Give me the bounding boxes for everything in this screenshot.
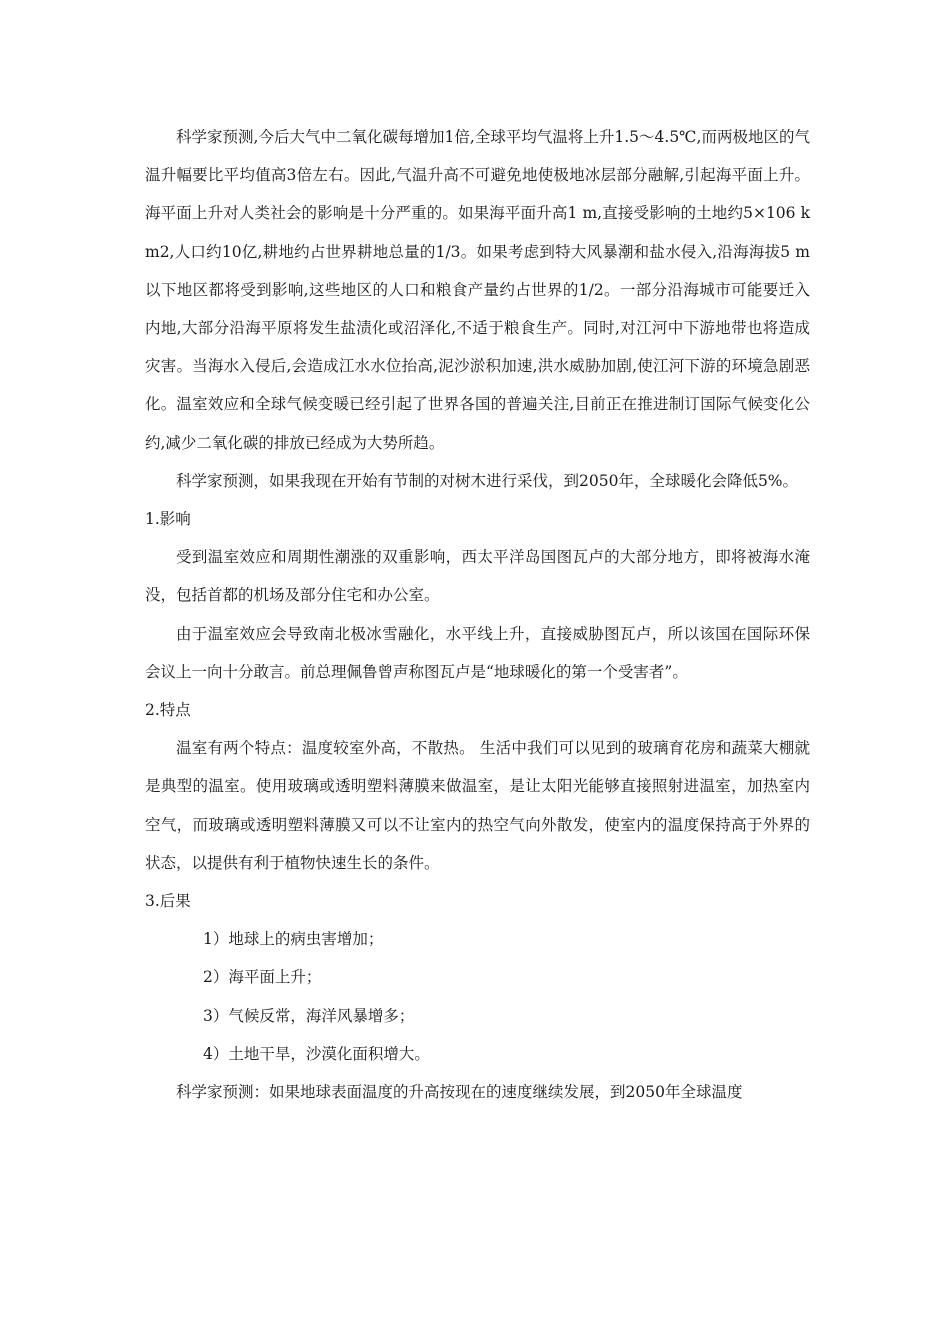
consequence-item-4: 4）土地干旱，沙漠化面积增大。: [203, 1044, 430, 1063]
consequence-item-1: 1）地球上的病虫害增加；: [203, 930, 384, 949]
section-heading-features: 2.特点: [145, 701, 191, 720]
consequence-item-2: 2）海平面上升；: [203, 968, 322, 987]
document-body: [145, 118, 810, 1111]
section-heading-impact: 1.影响: [145, 510, 191, 529]
intro-paragraph-2: 科学家预测，如果我现在开始有节制的对树木进行采伐，到2050年，全球暖化会降低5%。: [176, 471, 799, 490]
features-paragraph: 温室有两个特点：温度较室外高，不散热。 生活中我们可以见到的玻璃育花房和蔬菜大棚就是典型的温室。使用玻璃或透明塑料薄膜来做温室，是让太阳光能够直接照射进温室，加热室内空气，而玻璃或透明塑料薄膜又可以不让室内的热空气向外散发，使室内的温度保持高于外界的状态，以提供有利于植物快速生长的条件。: [145, 739, 810, 872]
impact-paragraph-1: 受到温室效应和周期性潮涨的双重影响，西太平洋岛国图瓦卢的大部分地方，即将被海水淹没，包括首都的机场及部分住宅和办公室。: [145, 548, 810, 605]
intro-paragraph-1: 科学家预测,今后大气中二氧化碳每增加1倍,全球平均气温将上升1.5～4.5℃,而两极地区的气温升幅要比平均值高3倍左右。因此,气温升高不可避免地使极地冰层部分融解,引起海平面上升。海平面上升对人类社会的影响是十分严重的。如果海平面升高1 m,直接受影响的土地约5×106 km2,人口约10亿,耕地约占世界耕地总量的1/3。如果考虑到特大风暴潮和盐水侵入,沿海海拔5 m以下地区都将受到影响,这些地区的人口和粮食产量约占世界的1/2。一部分沿海城市可能要迁入内地,大部分沿海平原将发生盐渍化或沼泽化,不适于粮食生产。同时,对江河中下游地带也将造成灾害。当海水入侵后,会造成江水水位抬高,泥沙淤积加速,洪水威胁加剧,使江河下游的环境急剧恶化。温室效应和全球气候变暖已经引起了世界各国的普遍关注,目前正在推进制订国际气候变化公约,减少二氧化碳的排放已经成为大势所趋。: [145, 128, 810, 452]
impact-paragraph-2: 由于温室效应会导致南北极冰雪融化，水平线上升，直接威胁图瓦卢，所以该国在国际环保会议上一向十分敢言。前总理佩鲁曾声称图瓦卢是“地球暖化的第一个受害者”。: [145, 624, 810, 681]
section-heading-consequences: 3.后果: [145, 892, 191, 911]
closing-paragraph: 科学家预测：如果地球表面温度的升高按现在的速度继续发展，到2050年全球温度: [176, 1083, 743, 1102]
consequence-item-3: 3）气候反常，海洋风暴增多；: [203, 1006, 415, 1025]
